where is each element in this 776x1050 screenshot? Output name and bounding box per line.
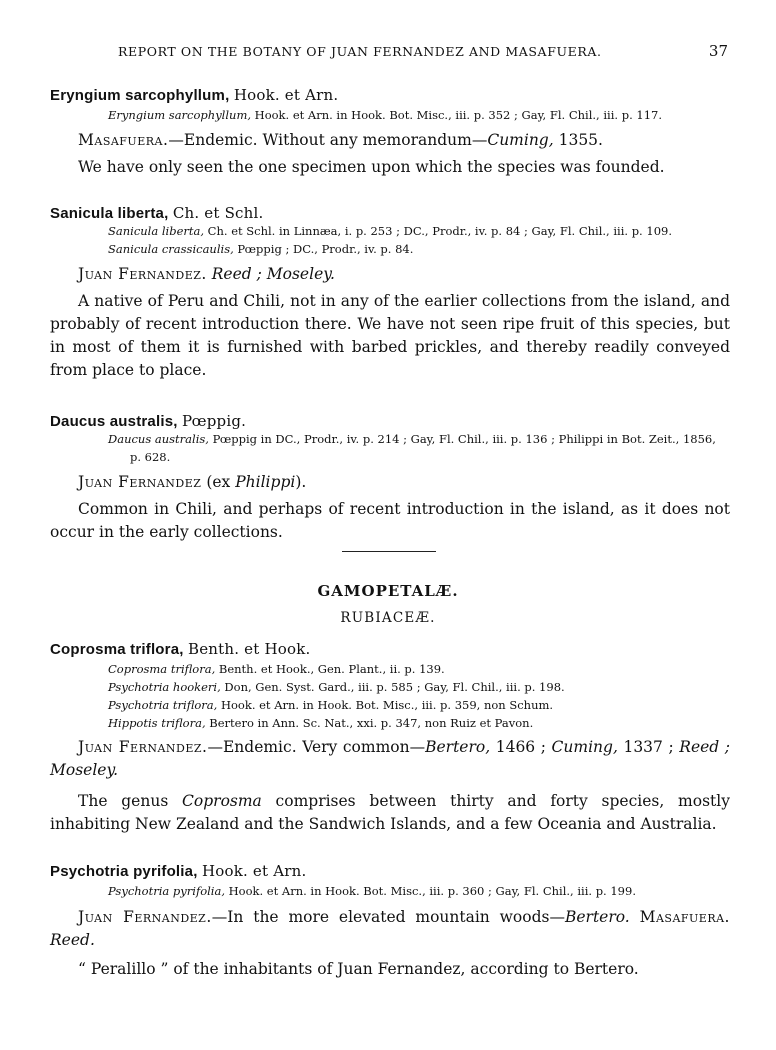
paragraph: Common in Chili, and perhaps of recent introduction in the island, as it does not occur in the early collections. (50, 500, 730, 541)
family-heading: RUBIACEÆ. (340, 610, 436, 626)
synonym-line: Hippotis triflora, Bertero in Ann. Sc. Nat., xxi. p. 347, non Ruiz et Pavon. (108, 716, 534, 730)
synonym-line: Psychotria triflora, Hook. et Arn. in Hook. Bot. Misc., iii. p. 359, non Schum. (108, 698, 554, 712)
species-name: Sanicula liberta, Ch. et Schl. (50, 204, 264, 222)
section-divider (342, 551, 436, 552)
species-name: Daucus australis, Pœppig. (50, 412, 247, 430)
synonym-line: Coprosma triflora, Benth. et Hook., Gen. Plant., ii. p. 139. (108, 662, 445, 676)
species-name: Eryngium sarcophyllum, Hook. et Arn. (50, 86, 339, 104)
paragraph: “ Peralillo ” of the inhabitants of Juan Fernandez, according to Bertero. (78, 960, 639, 978)
locality-line: Masafuera.—Endemic. Without any memorandum—Cuming, 1355. (78, 131, 603, 149)
locality-line: Juan Fernandez.—In the more elevated mountain woods—Bertero. Masafuera. Reed. (50, 908, 730, 949)
page-number: 37 (708, 42, 728, 60)
header-title: REPORT ON THE BOTANY OF JUAN FERNANDEZ AND MASAFUERA. (118, 44, 602, 59)
species-entry-coprosma (50, 640, 730, 836)
division-heading: GAMOPETALÆ. (317, 582, 459, 600)
species-entry-daucus (50, 412, 730, 544)
locality-line: Juan Fernandez. Reed ; Moseley. (78, 265, 335, 283)
synonym-line: Psychotria pyrifolia, Hook. et Arn. in Hook. Bot. Misc., iii. p. 360 ; Gay, Fl. Chil., iii. p. 199. (108, 884, 636, 898)
synonym-line: Sanicula liberta, Ch. et Schl. in Linnæa, i. p. 253 ; DC., Prodr., iv. p. 84 ; Gay, Fl. Chil., iii. p. 109. (108, 224, 672, 238)
species-entry-sanicula (50, 204, 730, 382)
synonym-line: Daucus australis, Pœppig in DC., Prodr., iv. p. 214 ; Gay, Fl. Chil., iii. p. 136 ; Philippi in Bot. Zeit., 1856, p. 628. (108, 432, 716, 464)
species-entry-psychotria (50, 862, 730, 981)
species-entry-eryngium (50, 86, 730, 179)
synonym-line: Psychotria hookeri, Don, Gen. Syst. Gard., iii. p. 585 ; Gay, Fl. Chil., iii. p. 198. (108, 680, 565, 694)
synonym-line: Sanicula crassicaulis, Pœppig ; DC., Prodr., iv. p. 84. (108, 242, 414, 256)
species-name: Psychotria pyrifolia, Hook. et Arn. (50, 862, 307, 880)
paragraph: The genus Coprosma comprises between thirty and forty species, mostly inhabiting New Zealand and the Sandwich Islands, and a few Oceania and Australia. (50, 792, 730, 833)
paragraph: We have only seen the one specimen upon which the species was founded. (78, 158, 665, 176)
paragraph: A native of Peru and Chili, not in any of the earlier collections from the island, and probably of recent introduction there. We have not seen ripe fruit of this species, but in most of them it is furnished with barbed prickles, and thereby readily conveyed from place to place. (50, 292, 730, 379)
synonym-line: Eryngium sarcophyllum, Hook. et Arn. in Hook. Bot. Misc., iii. p. 352 ; Gay, Fl. Chil., iii. p. 117. (108, 108, 662, 122)
locality-line: Juan Fernandez.—Endemic. Very common—Bertero, 1466 ; Cuming, 1337 ; Reed ; Moseley. (50, 738, 731, 779)
species-name: Coprosma triflora, Benth. et Hook. (50, 640, 311, 658)
locality-line: Juan Fernandez (ex Philippi). (78, 473, 307, 491)
